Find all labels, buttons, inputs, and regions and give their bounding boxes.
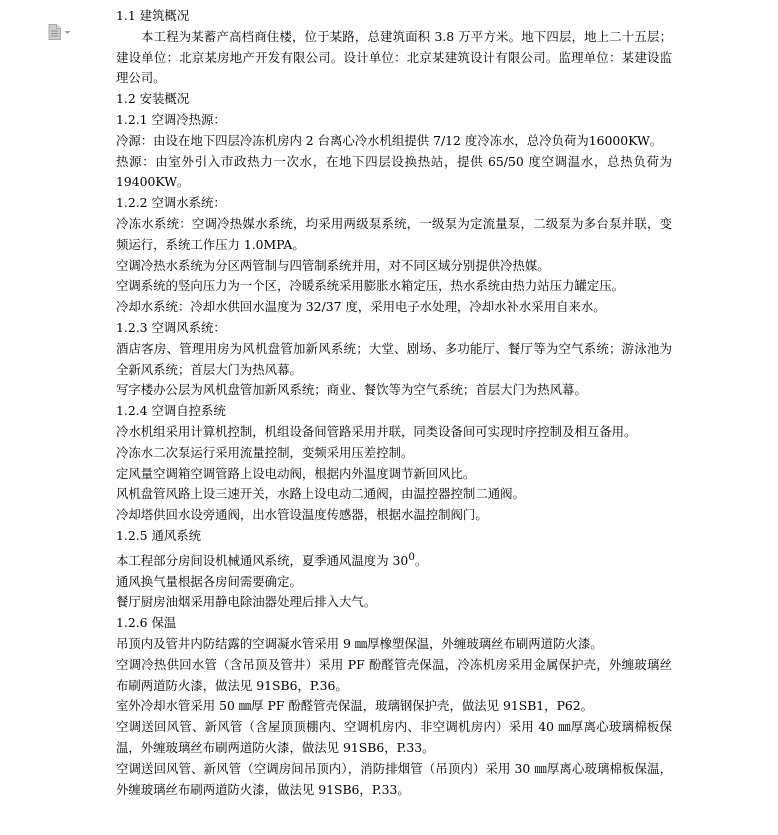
paragraph: 冷水机组采用计算机控制，机组设备间管路采用并联，同类设备间可实现时序控制及相互备用。 [116,423,637,439]
paragraph: 本工程为某蓄产高档商住楼，位于某路，总建筑面积 3.8 万平方米。地下四层，地上二十五层；建设单位：北京某房地产开发有限公司。设计单位：北京某建筑设计有限公司。监理单位：某建设监理公司。 [116,28,672,86]
paragraph: 空调冷热水系统为分区两管制与四管制系统并用，对不同区域分别提供冷热媒。 [116,257,550,273]
paragraph: 空调系统的竖向压力为一个区，冷暖系统采用膨胀水箱定压，热水系统由热力站压力罐定压。 [116,278,625,294]
paragraph: 空调冷热供回水管（含吊顶及管井）采用 PF 酚醛管壳保温，冷冻机房采用金属保护壳，外缠玻璃丝布刷两道防火漆，做法见 91SB6，P.36。 [116,656,672,693]
subsection-heading: 1.2.3 空调风系统： [116,319,226,335]
chevron-down-icon [64,30,71,35]
paragraph-end: 。 [414,552,428,568]
paragraph: 冷冻水二次泵运行采用流量控制，变频采用压差控制。 [116,444,414,460]
paragraph: 酒店客房、管理用房为风机盘管加新风系统；大堂、剧场、多功能厅、餐厅等为空气系统；游泳池为全新风系统；首层大门为热风幕。 [116,340,672,377]
paragraph: 冷源：由设在地下四层冷冻机房内 2 台离心冷水机组提供 7/12 度冷冻水，总冷负荷为16000KW。 [116,132,663,148]
paragraph: 空调送回风管、新风管（含屋顶顶棚内、空调机房内、非空调机房内）采用 40 ㎜厚离心玻璃棉板保温，外缠玻璃丝布刷两道防火漆，做法见 91SB6，P.33。 [116,719,672,756]
subsection-heading: 1.2.4 空调自控系统 [116,403,226,419]
paragraph: 餐厅厨房油烟采用静电除油器处理后排入大气。 [116,594,377,610]
superscript: 0 [408,550,415,563]
paragraph: 热源：由室外引入市政热力一次水，在地下四层设换热站，提供 65/50 度空调温水，总热负荷为 19400KW。 [116,153,672,190]
paragraph: 吊顶内及管井内防结露的空调凝水管采用 9 ㎜厚橡塑保温，外缠玻璃丝布刷两道防火漆。 [116,636,603,652]
paragraph: 冷却塔供回水设旁通阀，出水管设温度传感器，根据水温控制阀门。 [116,507,488,523]
section-heading: 1.2 安装概况 [116,91,190,107]
paragraph-text: 本工程部分房间设机械通风系统，夏季通风温度为 30 [116,552,409,568]
paragraph [116,547,672,572]
document-icon [48,24,61,40]
subsection-heading: 1.2.2 空调水系统： [116,195,226,211]
paragraph: 冷却水系统：冷却水供回水温度为 32/37 度，采用电子水处理，冷却水补水采用自来水。 [116,299,606,315]
paragraph: 写字楼办公层为风机盘管加新风系统；商业、餐饮等为空气系统；首层大门为热风幕。 [116,382,587,398]
paragraph: 空调送回风管、新风管（空调房间吊顶内），消防排烟管（吊顶内）采用 30 ㎜厚离心玻璃棉板保温，外缠玻璃丝布刷两道防火漆，做法见 91SB6，P.33。 [116,760,672,797]
paragraph: 风机盘管风路上设三速开关，水路上设电动二通阀，由温控器控制二通阀。 [116,486,525,502]
paragraph: 通风换气量根据各房间需要确定。 [116,573,302,589]
section-heading: 1.1 建筑概况 [116,8,190,23]
paragraph: 室外冷却水管采用 50 ㎜厚 PF 酚醛管壳保温，玻璃钢保护壳，做法见 91SB1，P62。 [116,698,594,714]
subsection-heading: 1.2.5 通风系统 [116,527,202,543]
paragraph: 定风量空调箱空调管路上设电动阀，根据内外温度调节新回风比。 [116,465,476,481]
paragraph: 冷冻水系统：空调冷热媒水系统，均采用两级泵系统，一级泵为定流量泵，二级泵为多台泵并联，变频运行，系统工作压力 1.0MPA。 [116,215,672,252]
subsection-heading: 1.2.1 空调冷热源： [116,111,226,127]
subsection-heading: 1.2.6 保温 [116,615,177,631]
document-body [116,6,672,800]
document-menu[interactable] [48,24,71,40]
